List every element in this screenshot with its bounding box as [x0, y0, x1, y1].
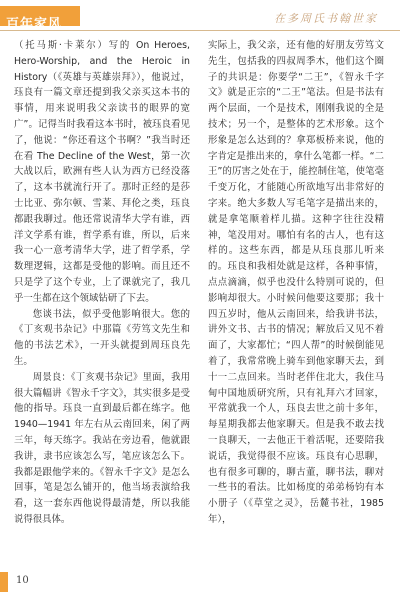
page-header: [0, 0, 400, 31]
column-name: 百年家风: [6, 17, 63, 32]
right-text-column: [208, 38, 384, 558]
paragraph: 您谈书法，似乎受他影响很大。您的《丁亥观书杂记》中那篇《劳笃文先生和他的书法艺术》，一开头就提到周珏良先生。: [14, 308, 190, 367]
paragraph: （托马斯·卡莱尔）写的 On Heroes, Hero-Worship, and the Heroic in History（《英雄与英雄崇拜》），他说过，珏良有一篇文章还提到我父亲买这本书的事情，用来说明我父亲读书的眼界的宽广”。记得当时我看这本书时，被珏良看见了，他说：“你还看这个书啊？”我当时还在看 The Decline of the West，第一次大战以后，欧洲有些人认为西方已经没落了，这本书就流行开了。那时正经的是莎士比亚、弥尔顿、雪莱、拜伦之类，珏良都跟我聊过。他还常说清华大学有谁，西洋文学系有谁，哲学系有谁，所以，后来我一心一意考清华大学，进了哲学系，学数理逻辑，这都是受他的影响。而且还不只是学了这个专业，上了课就完了，我几乎一生都在这个领域钻研了下去。: [14, 40, 190, 304]
footer-accent-bar: [0, 572, 8, 592]
page-number: 10: [16, 575, 29, 586]
paragraph: 周景良：《丁亥观书杂记》里面，我用很大篇幅讲《智永千字文》，其实很多是受他的指导。珏良一直到最后都在练字。他 1940—1941 年左右从云南回来，闲了两三年，每天练字。我站在旁边看，他就跟我讲，隶书应该怎么写，笔应该怎么下。我都是跟他学来的。《智永千字文》是怎么回事，笔是怎么铺开的，他当场表演给我看，这一套东西他说得最清楚，所以我能说得很具体。: [14, 371, 190, 525]
issue-title: 在多周氏书翰世家: [274, 12, 378, 25]
column-tag: [0, 6, 80, 32]
paragraph: 实际上，我父亲，还有他的好朋友劳笃文先生，包括我的四叔周季木，他们这个圈子的共识是：你要学“二王”，《智永千字文》就是正宗的“二王”笔法。但是书法有两个层面，一个是技术，刚刚我说的全是技术；另一个，是整体的艺术形象。这个形象是怎么达到的？拿郑板桥来说，他的字肯定是推出来的，拿什么笔都一样。“二王”的厉害之处在于，能控制住笔，使笔毫千变万化，才能随心所欲地写出非常好的字来。绝大多数人写毛笔字是描出来的，就是拿笔顺着样儿描。这种字往往没精神，笔没用对。哪怕有名的古人，也有这样的。这些东西，都是从珏良那儿听来的。珏良和我相处就是这样，各种事情，点点滴滴，似乎也没什么特别可说的，但影响却很大。小时候问他要这要那；我十四五岁时，他从云南回来，给我讲书法，讲外文书、古书的情况；解放后又见不着面了，大家都忙；“四人帮”的时候倒能见着了，我常常晚上骑车到他家聊天去，到十一二点回来。当时老伴住北大，我住马甸中国地质研究所，只有礼拜六才回家，平常就我一个人，珏良去世之前十多年，每星期我都去他家聊天。但是我不敢去找一良聊天，一去他正干着活呢，还要陪我说话，我觉得很不应该。珏良有心思聊，也有很多可聊的，聊古董，聊书法，聊对一些书的看法。比如杨度的弟弟杨钧有本小册子（《草堂之灵》，岳麓书社，1985 年），: [208, 40, 384, 525]
left-text-column: [14, 38, 190, 558]
